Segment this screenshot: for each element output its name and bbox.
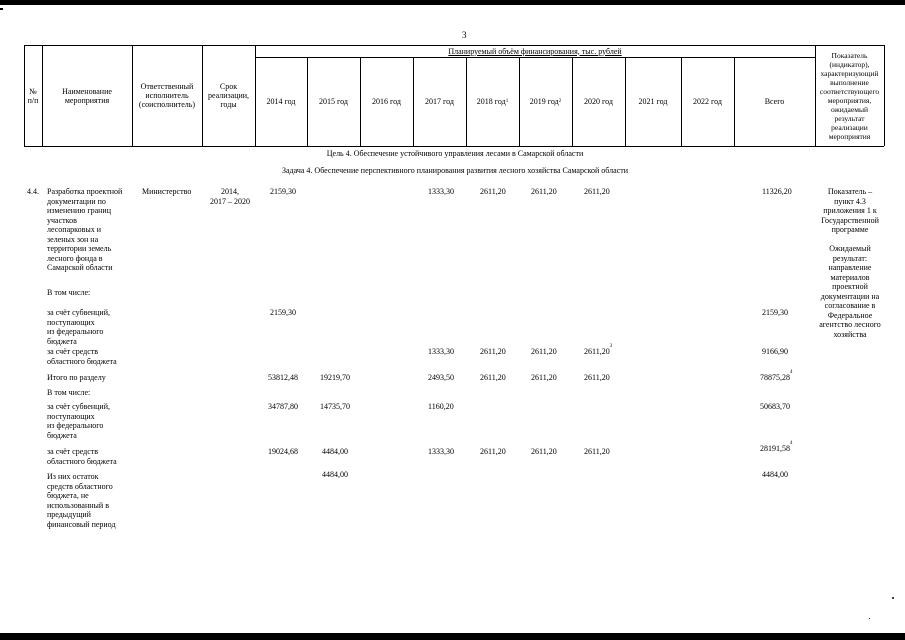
total-reg-v2019: 2611,20 xyxy=(531,447,557,456)
row-executor: Министерство xyxy=(142,187,192,196)
sub-reg-v2020: 2611,20$^3$ xyxy=(584,344,613,356)
remainder-label: Из них остаток средств областного бюджета, не использованный в предыдущий финансовый период xyxy=(47,472,116,529)
header-term: Срок реализации, годы xyxy=(207,82,250,109)
header-year-2017: 2017 год xyxy=(425,97,454,106)
bottom-border xyxy=(0,633,905,640)
header-year-2014: 2014 год xyxy=(266,97,296,106)
header-total: Всего xyxy=(764,97,785,106)
sub-reg-total: 9166,90 xyxy=(762,347,788,356)
total-section-v2020: 2611,20 xyxy=(584,373,610,382)
row-v2014: 2159,30 xyxy=(270,187,296,196)
total-section-v2018: 2611,20 xyxy=(480,373,506,382)
including-label-2: В том числе: xyxy=(47,388,91,397)
total-section-v2019: 2611,20 xyxy=(531,373,557,382)
row-v2017: 1333,30 xyxy=(428,187,454,196)
total-reg-label: за счёт средств областного бюджета xyxy=(47,447,117,466)
top-border xyxy=(0,0,905,5)
remainder-total: 4484,00 xyxy=(762,470,788,479)
scan-speck xyxy=(869,618,870,619)
header-funding-title: Планируемый объём финансирования, тыс. рублей xyxy=(448,46,622,56)
row-name: Разработка проектной документации по изменению границ участков лесопарковых и зеленых зон на территории земель лесного фонда в Самарской области xyxy=(47,187,123,272)
header-executor: Ответственный исполнитель (соисполнитель) xyxy=(138,82,196,109)
total-section-label: Итого по разделу xyxy=(47,373,106,382)
header-year-2022: 2022 год xyxy=(693,97,722,106)
row-v2020: 2611,20 xyxy=(584,187,610,196)
sub-fed-total: 2159,30 xyxy=(762,308,788,317)
total-reg-total: 28191,58$^4$ xyxy=(760,441,793,453)
header-num: № п/п xyxy=(27,86,39,105)
header-name: Наименование мероприятия xyxy=(62,86,112,105)
total-reg-v2018: 2611,20 xyxy=(480,447,506,456)
total-fed-v2014: 34787,80 xyxy=(268,402,298,411)
sub-fed-v2014: 2159,30 xyxy=(270,308,296,317)
header-year-2016: 2016 год xyxy=(372,97,401,106)
remainder-v2015: 4484,00 xyxy=(322,470,348,479)
total-reg-v2020: 2611,20 xyxy=(584,447,610,456)
total-reg-v2017: 1333,30 xyxy=(428,447,454,456)
total-section-v2017: 2493,50 xyxy=(428,373,454,382)
goal-heading: Цель 4. Обеспечение устойчивого управления лесами в Самарской области xyxy=(326,149,584,158)
scan-speck xyxy=(892,597,894,599)
row-v2018: 2611,20 xyxy=(480,187,506,196)
sub-reg-v2019: 2611,20 xyxy=(531,347,557,356)
row-v2019: 2611,20 xyxy=(531,187,557,196)
total-fed-label: за счёт субвенций, поступающих из федерального бюджета xyxy=(47,402,110,440)
header-year-2020: 2020 год xyxy=(584,97,613,106)
total-fed-total: 50683,70 xyxy=(760,402,790,411)
header-year-2021: 2021 год xyxy=(638,97,668,106)
sub-reg-v2018: 2611,20 xyxy=(480,347,506,356)
total-reg-v2014: 19024,68 xyxy=(268,447,298,456)
header-year-2018: 2018 год 1 xyxy=(476,97,509,106)
total-section-v2014: 53812,48 xyxy=(268,373,298,382)
total-reg-v2015: 4484,00 xyxy=(322,447,348,456)
including-label: В том числе: xyxy=(47,288,91,297)
header-indicator: Показатель (индикатор), характеризующий выполнение соответствующего мероприятия, ожидаемый результат реализации мероприятия xyxy=(819,50,880,141)
task-heading: Задача 4. Обеспечение перспективного планирования развития лесного хозяйства Самарской области xyxy=(281,166,629,175)
total-fed-v2015: 14735,70 xyxy=(320,402,350,411)
total-section-total: 78875,28$^4$ xyxy=(760,370,793,382)
sub-reg-label: за счёт средств областного бюджета xyxy=(47,347,117,366)
page-number: 3 xyxy=(462,30,467,40)
header-year-2019: 2019 год 2 xyxy=(529,97,562,106)
row-total: 11326,20 xyxy=(762,187,792,196)
header-year-2015: 2015 год xyxy=(319,97,348,106)
row-indicator: Показатель – пункт 4.3 приложения 1 к Государственной программе Ожидаемый результат: направление материалов проектной документации на согласование в Федеральное агентство лесного хозяйства xyxy=(819,187,881,339)
sub-reg-v2017: 1333,30 xyxy=(428,347,454,356)
total-fed-v2017: 1160,20 xyxy=(428,402,454,411)
total-section-v2015: 19219,70 xyxy=(320,373,350,382)
sub-fed-label: за счёт субвенций, поступающих из федерального бюджета xyxy=(47,308,110,346)
margin-mark xyxy=(0,8,3,10)
row-num: 4.4. xyxy=(27,187,39,196)
row-term: 2014, 2017 – 2020 xyxy=(210,187,250,206)
